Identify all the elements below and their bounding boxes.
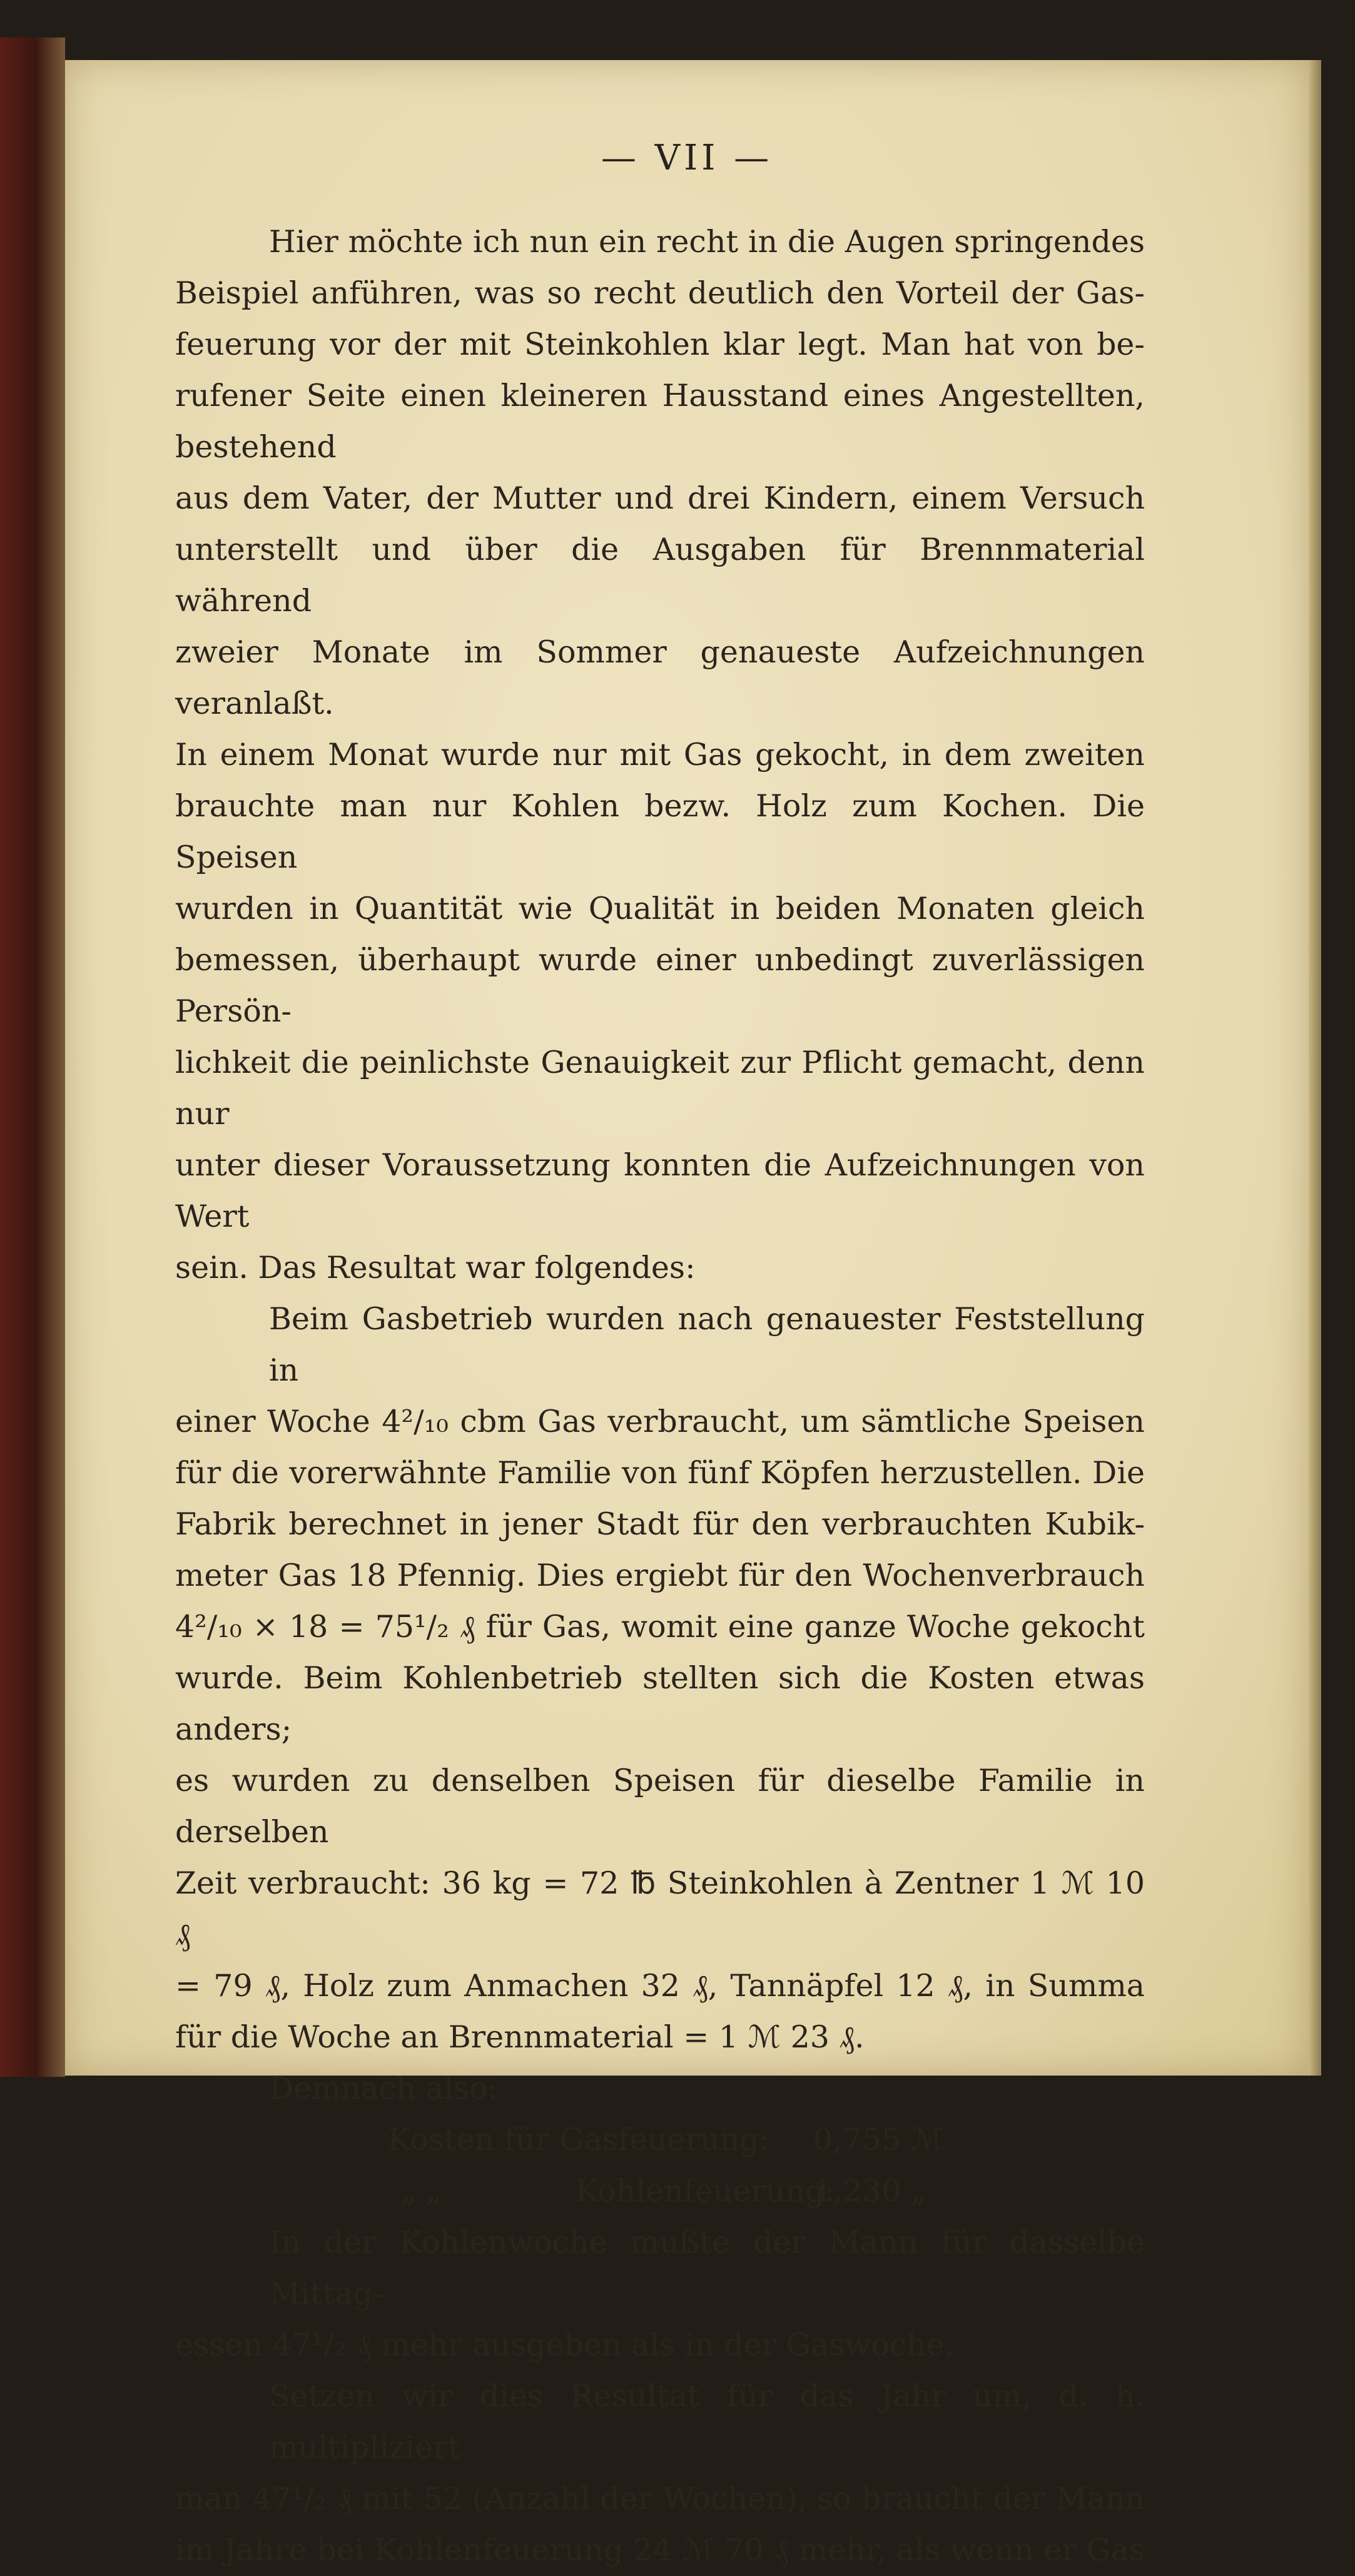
cost-label-coal: Kohlenfeuerung: (576, 2173, 835, 2209)
text-line: zweier Monate im Sommer genaueste Aufzeichnungen veranlaßt. (175, 634, 1145, 721)
text-line: essen 47¹/₂ ₰ mehr ausgeben als in der Gaswoche. (175, 2327, 955, 2363)
text-line: einer Woche 4²/₁₀ cbm Gas verbraucht, um sämtliche Speisen (175, 1404, 1145, 1439)
page-number-header: — VII — (601, 138, 773, 178)
text-line: für die vorerwähnte Familie von fünf Köpfen herzustellen. Die (175, 1455, 1145, 1491)
text-line: im Jahre bei Kohlenfeuerung 24 ℳ 70 ₰ mehr, als wenn er Gas (175, 2532, 1145, 2568)
text-line: für die Woche an Brennmaterial = 1 ℳ 23 ₰. (175, 2019, 865, 2055)
text-line: Demnach also: (269, 2071, 499, 2106)
text-line: In der Kohlenwoche mußte der Mann für dasselbe Mittag- (269, 2224, 1145, 2311)
text-line: wurde. Beim Kohlenbetrieb stellten sich die Kosten etwas anders; (175, 1660, 1145, 1747)
text-line: bemessen, überhaupt wurde einer unbedingt zuverlässigen Persön- (175, 942, 1145, 1029)
text-line: sein. Das Resultat war folgendes: (175, 1250, 696, 1285)
text-line: feuerung vor der mit Steinkohlen klar legt. Man hat von be- (175, 327, 1145, 362)
text-line: Beispiel anführen, was so recht deutlich den Vorteil der Gas- (175, 275, 1145, 311)
text-line: es wurden zu denselben Speisen für dieselbe Familie in derselben (175, 1763, 1145, 1850)
page-edge (1309, 60, 1321, 2076)
ditto-marks: „ „ (400, 2173, 442, 2209)
book-spine (0, 38, 65, 2077)
cost-label-gas: Kosten für Gasfeuerung: (388, 2122, 770, 2158)
text-line: aus dem Vater, der Mutter und drei Kindern, einem Versuch (175, 480, 1145, 516)
text-line: = 79 ₰, Holz zum Anmachen 32 ₰, Tannäpfel 12 ₰, in Summa (175, 1968, 1145, 2004)
text-line: Setzen wir dies Resultat für das Jahr um, d. h. multipliziert (269, 2378, 1145, 2465)
text-line: man 47¹/₂ ₰ mit 52 (Anzahl der Wochen), so braucht der Mann (175, 2481, 1145, 2517)
cost-row-gas (388, 2114, 1145, 2166)
text-line: Hier möchte ich nun ein recht in die Augen springendes (269, 224, 1145, 260)
book-page (65, 60, 1309, 2568)
cost-value-gas: 0,755 ℳ (813, 2122, 944, 2158)
text-line: unter dieser Voraussetzung konnten die Aufzeichnungen von Wert (175, 1147, 1145, 1234)
text-line: unterstellt und über die Ausgaben für Brennmaterial während (175, 532, 1145, 619)
text-line: lichkeit die peinlichste Genauigkeit zur Pflicht gemacht, denn nur (175, 1045, 1145, 1132)
text-line: meter Gas 18 Pfennig. Dies ergiebt für den Wochenverbrauch (175, 1558, 1145, 1593)
body-text (175, 216, 1145, 2576)
text-line: 4²/₁₀ × 18 = 75¹/₂ ₰ für Gas, womit eine ganze Woche gekocht (175, 1609, 1145, 1645)
cost-value-coal: 1,230 „ (813, 2173, 927, 2209)
cost-row-coal (388, 2166, 1145, 2217)
text-line: brauchte man nur Kohlen bezw. Holz zum Kochen. Die Speisen (175, 788, 1145, 875)
text-line: wurden in Quantität wie Qualität in beiden Monaten gleich (175, 891, 1145, 926)
text-line: In einem Monat wurde nur mit Gas gekocht, in dem zweiten (175, 737, 1145, 773)
text-line: Fabrik berechnet in jener Stadt für den verbrauchten Kubik- (175, 1506, 1145, 1542)
text-line: Zeit verbraucht: 36 kg = 72 ℔ Steinkohlen à Zentner 1 ℳ 10 ₰ (175, 1865, 1145, 1952)
text-line: Beim Gasbetrieb wurden nach genauester Feststellung in (269, 1301, 1145, 1388)
text-line: rufener Seite einen kleineren Hausstand eines Angestellten, bestehend (175, 378, 1145, 465)
